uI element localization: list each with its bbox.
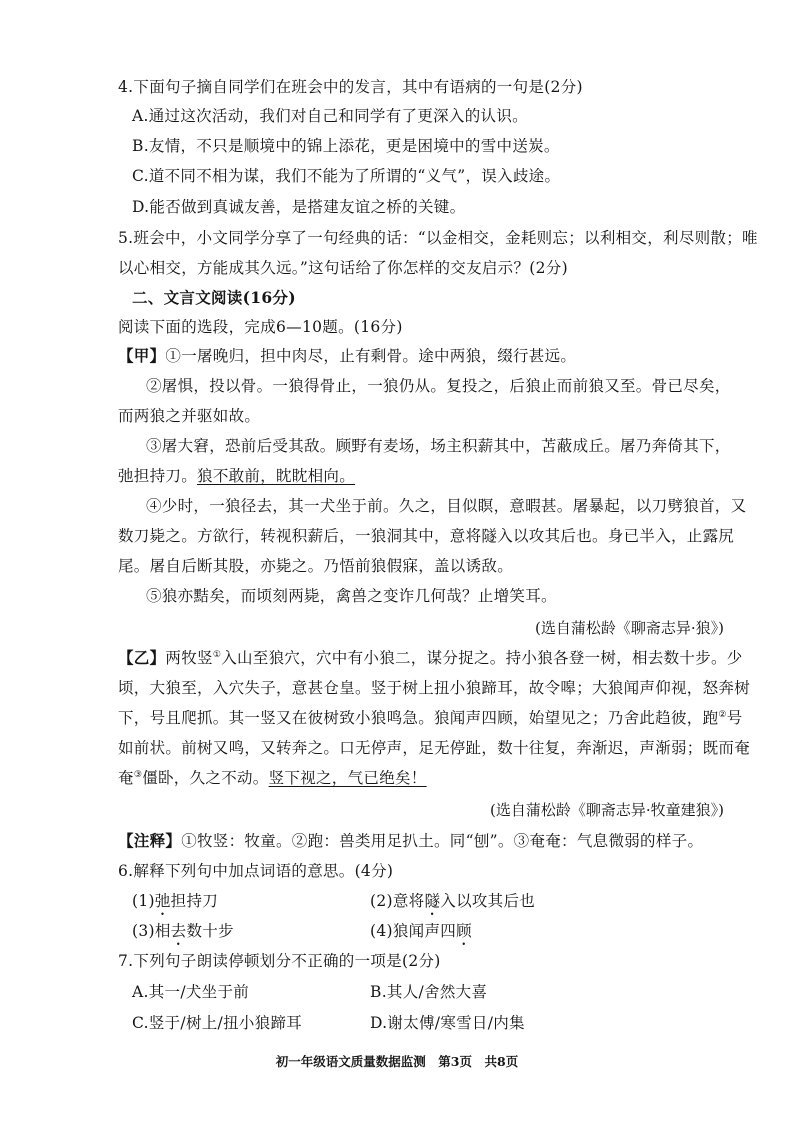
jia-paragraph-2a: ②屠惧，投以骨。一狼得骨止，一狼仍从。复投之，后狼止而前狼又至。骨已尽矣， xyxy=(146,377,731,395)
q6-item-4: (4)狼闻声四顾 xyxy=(370,922,472,940)
jia-paragraph-1: 【甲】①一屠晚归，担中肉尽，止有剩骨。途中两狼，缀行甚远。 xyxy=(118,346,577,365)
footnote-mark: ① xyxy=(212,649,222,660)
jia-paragraph-3b: 弛担持刀。狼不敢前，眈眈相向。 xyxy=(118,467,356,485)
underlined-sentence: 狼不敢前，眈眈相向。 xyxy=(197,467,356,485)
yi-source: (选自蒲松龄《聊斋志异·牧童建狼》) xyxy=(490,801,724,819)
q4-stem: 4.下面句子摘自同学们在班会中的发言，其中有语病的一句是(2分) xyxy=(118,78,583,96)
jia-tag: 【甲】 xyxy=(118,346,166,365)
dotted-word: 顾 xyxy=(456,922,472,940)
q7-option-c: C.竖于/树上/扭小狼蹄耳 xyxy=(132,1014,303,1032)
q5-line-2: 以心相交，方能成其久远。”这句话给了你怎样的交友启示？(2分) xyxy=(118,259,568,277)
q4-option-c: C.道不同不相为谋，我们不能为了所谓的“义气”，误入歧途。 xyxy=(132,167,561,185)
q7-option-d: D.谢太傅/寒雪日/内集 xyxy=(370,1014,525,1032)
q7-option-b: B.其人/舍然大喜 xyxy=(370,983,488,1001)
jia-paragraph-2b: 而两狼之并驱如故。 xyxy=(118,407,261,425)
yi-line-3: 下，号且爬抓。其一竖又在彼树致小狼鸣急。狼闻声四顾，始望见之；乃舍此趋彼，跑②号 xyxy=(118,709,743,727)
jia-paragraph-4b: 数刀毙之。方欲行，转视积薪后，一狼洞其中，意将隧入以攻其后也。身已半入，止露尻 xyxy=(118,527,735,545)
page-footer: 初一年级语文质量数据监测 第3页 共8页 xyxy=(275,1054,519,1069)
yi-line-1: 【乙】两牧竖①入山至狼穴，穴中有小狼二，谋分捉之。持小狼各登一树，相去数十步。少 xyxy=(118,648,743,667)
q6-item-1: (1)弛担持刀 xyxy=(132,892,219,910)
underlined-sentence: 竖下视之，气已绝矣！ xyxy=(268,769,427,787)
q6-item-3: (3)相去数十步 xyxy=(132,922,234,940)
footnote-mark: ② xyxy=(718,709,727,720)
notes-tag: 【注释】 xyxy=(118,831,182,850)
q4-option-d: D.能否做到真诚友善，是搭建友谊之桥的关键。 xyxy=(132,198,466,216)
jia-paragraph-4c: 尾。屠自后断其股，亦毙之。乃悟前狼假寐，盖以诱敌。 xyxy=(118,557,514,575)
q5-line-1: 5.班会中，小文同学分享了一句经典的话：“以金相交，金耗则忘；以利相交，利尽则散；唯 xyxy=(118,229,758,247)
q7-option-a: A.其一/犬坐于前 xyxy=(132,983,250,1001)
section-instruction: 阅读下面的选段，完成6—10题。(16分) xyxy=(118,318,403,336)
yi-line-2: 顷，大狼至，入穴失子，意甚仓皇。竖于树上扭小狼蹄耳，故令嗥；大狼闻声仰视，怒奔树 xyxy=(118,679,751,697)
dotted-word: 隧 xyxy=(424,892,441,910)
dotted-word: 弛 xyxy=(154,892,171,910)
dotted-word: 去 xyxy=(170,922,187,940)
yi-line-4: 如前状。前树又鸣，又转奔之。口无停声，足无停趾，数十往复，奔渐迟，声渐弱；既而奄 xyxy=(118,739,751,757)
yi-line-5: 奄③僵卧，久之不动。竖下视之，气已绝矣！ xyxy=(118,769,427,787)
q4-option-a: A.通过这次活动，我们对自己和同学有了更深入的认识。 xyxy=(132,107,528,125)
jia-source: (选自蒲松龄《聊斋志异·狼》) xyxy=(535,619,724,637)
q6-item-2: (2)意将隧入以攻其后也 xyxy=(370,892,536,910)
q6-stem: 6.解释下列句中加点词语的意思。(4分) xyxy=(118,862,394,880)
section-heading: 二、文言文阅读(16分) xyxy=(132,288,296,307)
footnote-mark: ③ xyxy=(133,769,143,780)
q4-option-b: B.友情，不只是顺境中的锦上添花，更是困境中的雪中送炭。 xyxy=(132,137,560,155)
q7-stem: 7.下列句子朗读停顿划分不正确的一项是(2分) xyxy=(118,952,441,970)
jia-paragraph-3a: ③屠大窘，恐前后受其敌。顾野有麦场，场主积薪其中，苫蔽成丘。屠乃奔倚其下， xyxy=(146,437,731,455)
jia-paragraph-4a: ④少时，一狼径去，其一犬坐于前。久之，目似瞑，意暇甚。屠暴起，以刀劈狼首，又 xyxy=(146,497,747,515)
jia-paragraph-5: ⑤狼亦黠矣，而顷刻两毙，禽兽之变诈几何哉？止增笑耳。 xyxy=(146,587,557,605)
notes: 【注释】①牧竖：牧童。②跑：兽类用足扒土。同“刨”。③奄奄：气息微弱的样子。 xyxy=(118,831,704,850)
yi-tag: 【乙】 xyxy=(118,648,166,667)
